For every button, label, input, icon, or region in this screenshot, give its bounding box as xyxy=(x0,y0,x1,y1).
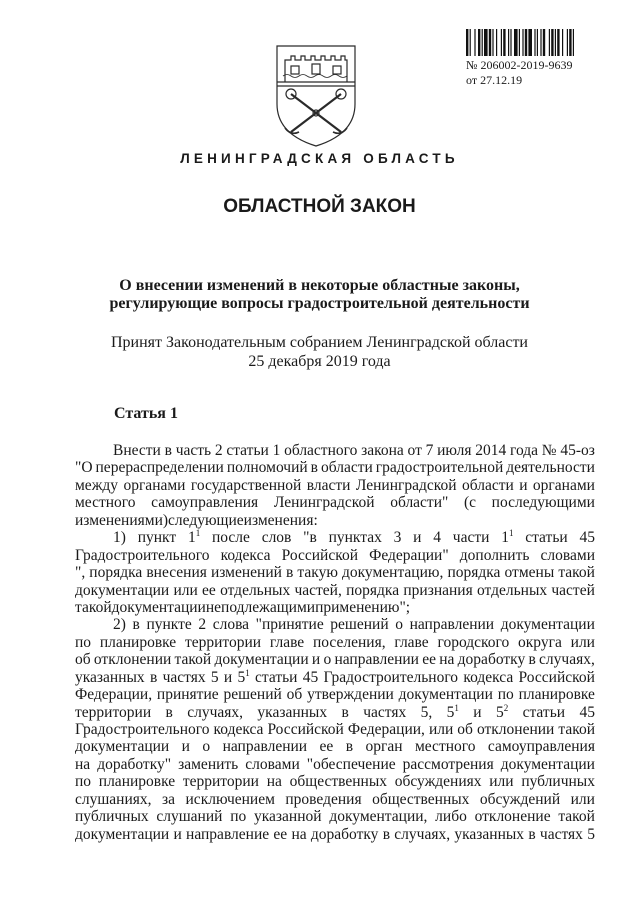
word: 5 xyxy=(587,825,595,843)
word: такой xyxy=(75,598,112,616)
word: решений xyxy=(223,686,282,704)
word: случаях, xyxy=(187,703,244,721)
word: июля xyxy=(437,442,472,459)
word: планировке xyxy=(99,633,177,651)
body-line xyxy=(75,564,595,581)
word-with-superscript xyxy=(501,529,513,546)
word: отдельных xyxy=(220,581,291,599)
word: статьи xyxy=(255,668,298,686)
word: после xyxy=(211,529,250,547)
barcode xyxy=(466,29,624,56)
word: публичных xyxy=(75,808,149,826)
word: пунктах xyxy=(328,529,382,547)
word: о xyxy=(202,738,211,756)
superscript: 1 xyxy=(195,529,201,539)
word: области xyxy=(320,459,373,477)
word: указанных xyxy=(454,825,525,843)
word: документации xyxy=(500,616,595,634)
body-line xyxy=(75,582,595,599)
word: доработку" xyxy=(97,755,172,773)
word: 5 xyxy=(495,703,504,721)
word: по xyxy=(230,808,247,826)
word: словами xyxy=(540,546,595,564)
body-line xyxy=(75,442,595,459)
word: последующими xyxy=(491,494,595,512)
word: Российской xyxy=(267,721,344,738)
word: отдельных xyxy=(476,581,548,599)
word: или xyxy=(489,773,514,791)
word-with-superscript xyxy=(496,704,508,721)
word: пункте xyxy=(146,616,192,634)
word: документации xyxy=(398,686,493,704)
word: общественных xyxy=(372,790,470,808)
word: 2014 xyxy=(475,442,507,459)
word: на xyxy=(75,755,91,773)
word: проведения xyxy=(285,790,362,808)
word: городского xyxy=(437,633,510,651)
body-line xyxy=(75,512,595,529)
word: 1 xyxy=(501,529,509,547)
word: следующие xyxy=(168,511,244,529)
word: Ленинградской xyxy=(355,476,457,494)
word: Российской xyxy=(518,668,595,686)
body-line xyxy=(75,494,595,511)
word: документации xyxy=(500,755,595,773)
word: случаях, xyxy=(394,825,451,843)
word: в xyxy=(132,616,140,634)
body-line xyxy=(75,459,595,476)
word: доработку xyxy=(457,651,526,669)
word: "обеспечение xyxy=(306,755,396,773)
word: рассмотрения xyxy=(402,755,494,773)
word: Градостроительного xyxy=(75,546,210,564)
word: ее xyxy=(273,825,288,843)
word: 5 xyxy=(210,668,219,686)
word: областного xyxy=(284,442,358,459)
word: изменениями) xyxy=(75,511,169,529)
word: частей, xyxy=(294,581,342,599)
word: № xyxy=(541,442,557,459)
word: полномочий xyxy=(226,459,308,477)
word: государственной xyxy=(190,476,302,494)
body-line xyxy=(75,477,595,494)
word: словами xyxy=(245,755,300,773)
word: применению"; xyxy=(315,598,411,616)
word: дополнить xyxy=(459,546,530,564)
word: указанных xyxy=(257,703,328,721)
word: порядка xyxy=(89,564,143,582)
word: по xyxy=(75,773,92,791)
word: пункт xyxy=(137,529,177,547)
word: об xyxy=(75,651,91,669)
body-line xyxy=(75,599,595,616)
word: самоуправления xyxy=(151,494,259,512)
word: статьи xyxy=(522,703,566,721)
word: на xyxy=(291,825,307,843)
word: в xyxy=(382,825,391,843)
body-line xyxy=(75,651,595,668)
word: отклонении xyxy=(93,651,172,669)
article-heading: Статья 1 xyxy=(114,405,178,422)
word: "в xyxy=(303,529,317,547)
word: закона xyxy=(361,442,404,459)
word: 3 xyxy=(393,529,402,547)
word: и xyxy=(519,476,528,494)
word: изменения: xyxy=(243,511,318,529)
word: слушаниях, xyxy=(75,790,152,808)
word: и xyxy=(173,825,182,843)
word: и xyxy=(311,651,321,669)
word: подлежащими xyxy=(221,598,316,616)
word: 2 xyxy=(198,616,207,634)
body-line xyxy=(75,529,595,546)
word: перераспределении xyxy=(95,459,224,477)
word: такую xyxy=(297,564,338,582)
word-with-superscript xyxy=(188,529,200,546)
word: направлении xyxy=(222,738,308,756)
word: в xyxy=(165,703,173,721)
word: признания xyxy=(403,581,473,599)
article-body xyxy=(75,442,595,843)
word: внесения xyxy=(146,564,207,582)
body-line xyxy=(75,616,595,633)
word: часть xyxy=(175,442,212,459)
word: утверждении xyxy=(307,686,394,704)
word: градостроительной xyxy=(375,459,504,477)
word: отмены xyxy=(504,564,555,582)
word: территории xyxy=(182,773,259,791)
word: частях xyxy=(363,703,407,721)
body-line xyxy=(75,756,595,773)
word: общественных xyxy=(289,773,387,791)
word: и xyxy=(473,703,482,721)
word: самоуправления xyxy=(487,738,595,756)
word: документации xyxy=(75,825,170,843)
word: направлении xyxy=(334,651,419,669)
word-with-superscript xyxy=(237,669,249,686)
word: "О xyxy=(75,459,93,477)
word: исключением xyxy=(185,790,275,808)
word: 1 xyxy=(187,529,196,547)
word: 1) xyxy=(113,529,126,547)
law-title-line-2: регулирующие вопросы градостроительной деятельности xyxy=(109,295,530,312)
body-line xyxy=(75,826,595,843)
word: такой xyxy=(558,808,595,826)
word: в xyxy=(149,668,158,686)
word: года xyxy=(509,442,539,459)
word: принятие xyxy=(156,686,219,704)
word: Российской xyxy=(281,546,359,564)
word: по xyxy=(497,686,514,704)
word: Федерации" xyxy=(369,546,449,564)
body-line xyxy=(75,738,595,755)
word: и xyxy=(223,668,233,686)
word: документации, xyxy=(329,808,428,826)
word: по xyxy=(75,633,92,651)
superscript: 2 xyxy=(503,703,509,713)
word: документации xyxy=(75,738,170,756)
body-line xyxy=(75,721,595,738)
word: поселения, xyxy=(312,633,386,651)
word: местного xyxy=(414,738,476,756)
word: документации xyxy=(111,598,206,616)
word: Внести xyxy=(113,442,161,459)
word: обсуждениях xyxy=(394,773,482,791)
word: ее xyxy=(319,738,334,756)
word-with-superscript xyxy=(447,704,459,721)
word: частях xyxy=(162,668,206,686)
word: области" xyxy=(390,494,449,512)
word: 4 xyxy=(433,529,441,547)
coat-of-arms-emblem xyxy=(271,42,361,150)
word: обсуждений xyxy=(479,790,561,808)
word: "принятие xyxy=(255,616,324,634)
word: области xyxy=(461,476,514,494)
word: за xyxy=(162,790,176,808)
body-line xyxy=(75,773,595,790)
region-name: ЛЕНИНГРАДСКАЯ ОБЛАСТЬ xyxy=(180,151,459,166)
body-line xyxy=(75,704,595,721)
law-title-line-1: О внесении изменений в некоторые областные законы, xyxy=(119,277,520,294)
word: порядка xyxy=(447,564,501,582)
word: о xyxy=(323,651,332,669)
adoption-date: 25 декабря 2019 года xyxy=(248,353,391,370)
word: на xyxy=(266,773,282,791)
word: (с xyxy=(463,494,477,512)
word: 2 xyxy=(214,442,223,459)
word: орган xyxy=(365,738,403,756)
word: изменений xyxy=(210,564,282,582)
word: ", xyxy=(75,564,86,582)
word: отклонении xyxy=(476,721,555,738)
word: органами xyxy=(123,476,186,494)
word: между xyxy=(75,476,119,494)
word: 45-оз xyxy=(560,442,595,459)
word: слова xyxy=(212,616,250,634)
word: в xyxy=(345,738,354,756)
word: направлении xyxy=(409,616,495,634)
word: Федерации, xyxy=(75,686,153,704)
word: кодекса xyxy=(463,668,514,686)
word: такой xyxy=(558,564,595,582)
word: планировке xyxy=(98,773,176,791)
word: и xyxy=(181,738,190,756)
word: 45 xyxy=(302,668,319,686)
word: в xyxy=(528,825,536,843)
word: 5, xyxy=(420,703,433,721)
word: в xyxy=(164,442,172,459)
body-line xyxy=(75,669,595,686)
registration-date: от 27.12.19 xyxy=(466,73,523,87)
word: территории xyxy=(184,633,262,651)
word: от xyxy=(407,442,422,459)
law-type-heading: ОБЛАСТНОЙ ЗАКОН xyxy=(223,196,416,217)
word: документацию, xyxy=(341,564,444,582)
word: деятельности xyxy=(506,459,595,477)
word: документации xyxy=(75,581,170,599)
body-line xyxy=(75,808,595,825)
word: Градостроительного xyxy=(323,668,459,686)
word: статьи xyxy=(226,442,269,459)
word: или xyxy=(570,790,595,808)
word: 5 xyxy=(446,703,455,721)
word: такой xyxy=(558,721,595,738)
word: или xyxy=(173,581,198,599)
word: об xyxy=(457,721,473,738)
word: документации xyxy=(214,651,309,669)
body-line xyxy=(75,686,595,703)
word: кодекса xyxy=(220,546,271,564)
word: заменить xyxy=(178,755,239,773)
word: или xyxy=(570,633,595,651)
word: публичных xyxy=(521,773,595,791)
word: Ленинградской xyxy=(273,494,375,512)
word: слов xyxy=(261,529,292,547)
word: в xyxy=(310,459,318,477)
body-line xyxy=(75,791,595,808)
word: 7 xyxy=(425,442,434,459)
word: Федерации, xyxy=(347,721,425,738)
word: местного xyxy=(75,494,136,512)
word: 45 xyxy=(579,703,595,721)
word: статьи xyxy=(525,529,568,547)
word: не xyxy=(205,598,222,616)
word: и xyxy=(413,529,422,547)
word: органами xyxy=(532,476,595,494)
word: об xyxy=(286,686,303,704)
word: или xyxy=(428,721,454,738)
word: планировке xyxy=(518,686,595,704)
word: власти xyxy=(306,476,351,494)
word: Градостроительного xyxy=(75,721,210,738)
word: о xyxy=(395,616,403,634)
word: 45 xyxy=(579,529,595,547)
word: на xyxy=(439,651,455,669)
word: в xyxy=(528,651,536,669)
word: частей xyxy=(551,581,595,599)
adoption-statement: Принят Законодательным собранием Ленинградской области xyxy=(111,334,528,351)
word: 1 xyxy=(272,442,281,459)
word: округа xyxy=(518,633,562,651)
word: 2) xyxy=(113,616,126,634)
word: в xyxy=(286,564,294,582)
body-line xyxy=(75,634,595,651)
word: главе xyxy=(269,633,305,651)
word: такой xyxy=(174,651,212,669)
word: случаях, xyxy=(539,651,595,669)
superscript: 1 xyxy=(245,668,250,678)
word: направление xyxy=(186,825,270,843)
word: кодекса xyxy=(213,721,264,738)
word: частях xyxy=(539,825,583,843)
word: либо xyxy=(435,808,467,826)
word: в xyxy=(341,703,349,721)
word: доработку xyxy=(310,825,379,843)
word: территории xyxy=(75,703,152,721)
word: главе xyxy=(394,633,429,651)
word: указанных xyxy=(75,668,145,686)
superscript: 1 xyxy=(454,703,459,713)
word: указанной xyxy=(254,808,322,826)
word: решений xyxy=(330,616,389,634)
word: слушаний xyxy=(156,808,223,826)
word: ее xyxy=(422,651,436,669)
word: части xyxy=(452,529,490,547)
word: 5 xyxy=(237,668,246,686)
body-line xyxy=(75,547,595,564)
word: порядка xyxy=(346,581,400,599)
word: ее xyxy=(202,581,216,599)
word: отклонение xyxy=(474,808,551,826)
superscript: 1 xyxy=(508,529,514,539)
registration-number: № 206002-2019-9639 xyxy=(466,58,573,72)
